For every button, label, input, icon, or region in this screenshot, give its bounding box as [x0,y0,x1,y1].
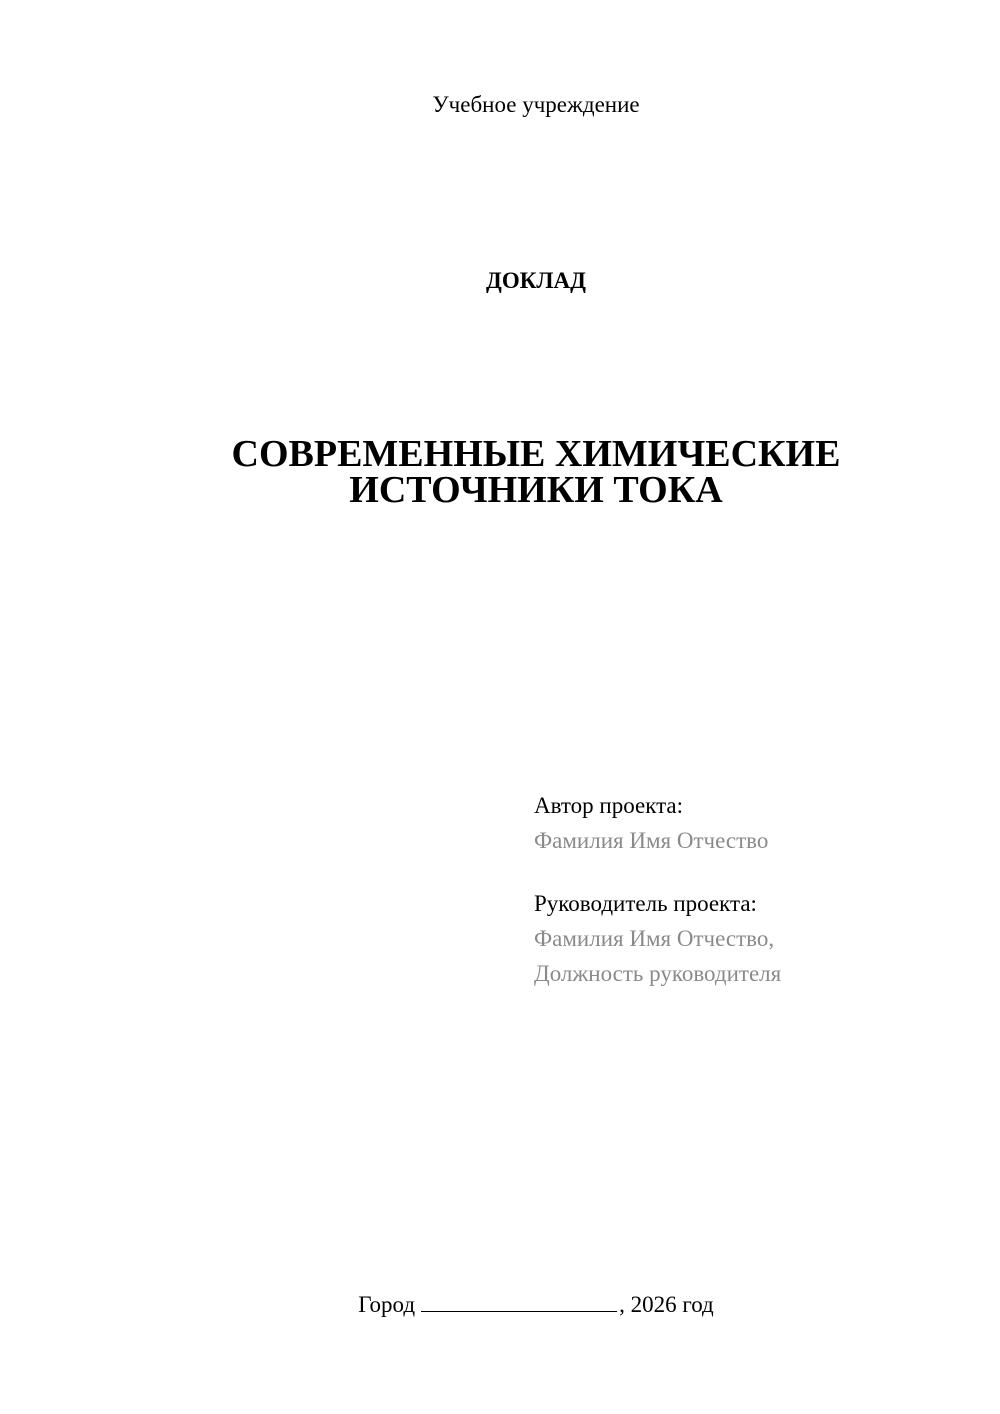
report-title [0,433,1000,511]
author-name: Фамилия Имя Отчество [534,828,769,853]
credits-block [534,788,974,991]
supervisor-name: Фамилия Имя Отчество, [534,926,775,951]
credits-spacer [534,858,974,886]
year-text: , 2026 год [619,1292,714,1317]
city-year-line [0,1289,1000,1320]
report-title-line-1: СОВРЕМЕННЫЕ ХИМИЧЕСКИЕ [231,433,841,475]
institution-name: Учебное учреждение [432,92,640,117]
author-label: Автор проекта: [534,793,683,818]
city-label: Город [358,1292,416,1317]
city-blank-line [421,1289,617,1312]
supervisor-position: Должность руководителя [534,961,782,986]
supervisor-label: Руководитель проекта: [534,891,757,916]
report-title-line-2: ИСТОЧНИКИ ТОКА [349,469,723,511]
document-type: ДОКЛАД [486,268,586,293]
